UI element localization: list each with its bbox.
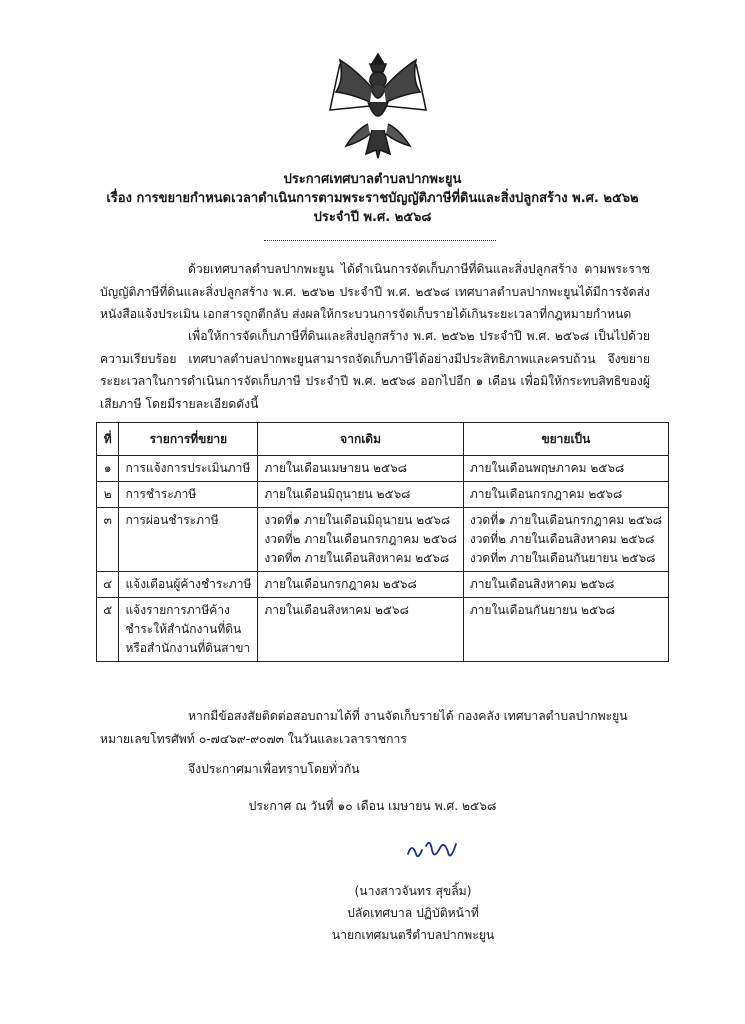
announcement-subject: เรื่อง การขยายกำหนดเวลาดำเนินการตามพระราชบัญญัติภาษีที่ดินและสิ่งปลูกสร้าง พ.ศ. ๒๕๖๒ [106, 191, 639, 206]
table-row [97, 572, 669, 598]
row-no: ๓ [97, 508, 119, 572]
row-from-line: ภายในเดือนเมษายน ๒๕๖๘ [264, 461, 407, 475]
row-item [119, 456, 258, 482]
row-from [258, 482, 463, 508]
header-item: รายการที่ขยาย [119, 423, 258, 456]
row-from-line: ภายในเดือนสิงหาคม ๒๕๖๘ [264, 603, 409, 617]
table-row [97, 508, 669, 572]
extension-table [96, 422, 669, 662]
row-from [258, 456, 463, 482]
row-from-line: งวดที่๑ ภายในเดือนมิถุนายน ๒๕๖๘ [264, 513, 451, 527]
signer-position-1: ปลัดเทศบาล ปฏิบัติหน้าที่ [347, 906, 479, 920]
signer-position-2: นายกเทศมนตรีตำบลปากพะยูน [331, 928, 495, 942]
row-no: ๑ [97, 456, 119, 482]
row-no: ๒ [97, 482, 119, 508]
row-to [463, 572, 668, 598]
row-to [463, 456, 668, 482]
table-row [97, 456, 669, 482]
row-item-line: แจ้งรายการภาษีค้าง [125, 603, 230, 617]
row-to-line: งวดที่๑ ภายในเดือนกรกฎาคม ๒๕๖๘ [469, 513, 662, 527]
row-to-line: ภายในเดือนกรกฎาคม ๒๕๖๘ [469, 487, 623, 501]
title-separator [264, 240, 496, 241]
row-item-line: การชำระภาษี [125, 487, 197, 501]
garuda-emblem [326, 50, 430, 162]
announce-date: ประกาศ ณ วันที่ ๑๐ เดือน เมษายน พ.ศ. ๒๕๖๘ [248, 799, 497, 813]
handwritten-signature [404, 832, 464, 868]
row-from [258, 572, 463, 598]
paragraph-2: เพื่อให้การจัดเก็บภาษีที่ดินและสิ่งปลูกสร้าง พ.ศ. ๒๕๖๒ ประจำปี พ.ศ. ๒๕๖๘ เป็นไปด้วยความเรียบร้อย เทศบาลตำบลปากพะยูนสามารถจัดเก็บภาษีได้อย่างมีประสิทธิภาพและครบถ้วน จึงขยายระยะเวลาในการดำเนินการจัดเก็บภาษี ประจำปี พ.ศ. ๒๕๖๘ ออกไปอีก ๑ เดือน เพื่อมิให้กระทบสิทธิของผู้เสียภาษี โดยมีรายละเอียดดังนี้ [100, 329, 650, 411]
row-no: ๔ [97, 572, 119, 598]
row-item-line: ชำระให้สำนักงานที่ดิน [125, 622, 242, 636]
paragraph-1: ด้วยเทศบาลตำบลปากพะยูน ได้ดำเนินการจัดเก็บภาษีที่ดินและสิ่งปลูกสร้าง ตามพระราชบัญญัติภาษีที่ดินและสิ่งปลูกสร้าง พ.ศ. ๒๕๖๒ ประจำปี พ.ศ. ๒๕๖๘ เทศบาลตำบลปากพะยูนได้มีการจัดส่งหนังสือแจ้งประเมิน เอกสารถูกตีกลับ ส่งผลให้กระบวนการจัดเก็บรายได้เกินระยะเวลาที่กฎหมายกำหนด [100, 262, 650, 321]
row-to [463, 482, 668, 508]
row-item-line: การแจ้งการประเมินภาษี [125, 461, 251, 475]
row-to-line: งวดที่๓ ภายในเดือนกันยายน ๒๕๖๘ [469, 551, 656, 565]
table-header-row [97, 423, 669, 456]
row-no: ๕ [97, 598, 119, 662]
row-to [463, 598, 668, 662]
row-item [119, 508, 258, 572]
row-item [119, 572, 258, 598]
row-from-line: ภายในเดือนกรกฎาคม ๒๕๖๘ [264, 577, 417, 591]
table-row [97, 482, 669, 508]
row-to-line: ภายในเดือนกันยายน ๒๕๖๘ [469, 603, 616, 617]
header-no: ที่ [97, 423, 119, 456]
row-item-line: การผ่อนชำระภาษี [125, 513, 219, 527]
contact-paragraph: หากมีข้อสงสัยติดต่อสอบถามได้ที่ งานจัดเก็บรายได้ กองคลัง เทศบาลตำบลปากพะยูน หมายเลขโทรศัพท์ ๐-๗๔๖๙-๙๐๗๓ ในวันและเวลาราชการ [100, 709, 628, 746]
header-to: ขยายเป็น [463, 423, 668, 456]
announcement-title: ประกาศเทศบาลตำบลปากพะยูน [283, 172, 462, 187]
row-item-line: แจ้งเตือนผู้ค้างชำระภาษี [125, 577, 252, 591]
row-from [258, 598, 463, 662]
row-to-line: ภายในเดือนสิงหาคม ๒๕๖๘ [469, 577, 615, 591]
row-item-line: หรือสำนักงานที่ดินสาขา [125, 641, 251, 655]
row-to-line: งวดที่๒ ภายในเดือนสิงหาคม ๒๕๖๘ [469, 532, 655, 546]
row-item [119, 482, 258, 508]
signer-name: (นางสาวจันทร สุขลิ้ม) [354, 884, 472, 898]
row-to-line: ภายในเดือนพฤษภาคม ๒๕๖๘ [469, 461, 625, 475]
announcement-year: ประจำปี พ.ศ. ๒๕๖๘ [313, 210, 432, 225]
row-to [463, 508, 668, 572]
row-from-line: ภายในเดือนมิถุนายน ๒๕๖๘ [264, 487, 411, 501]
row-from [258, 508, 463, 572]
announce-line: จึงประกาศมาเพื่อทราบโดยทั่วกัน [188, 762, 360, 776]
row-from-line: งวดที่๓ ภายในเดือนสิงหาคม ๒๕๖๘ [264, 551, 450, 565]
row-item [119, 598, 258, 662]
table-row [97, 598, 669, 662]
row-from-line: งวดที่๒ ภายในเดือนกรกฎาคม ๒๕๖๘ [264, 532, 457, 546]
header-from: จากเดิม [258, 423, 463, 456]
